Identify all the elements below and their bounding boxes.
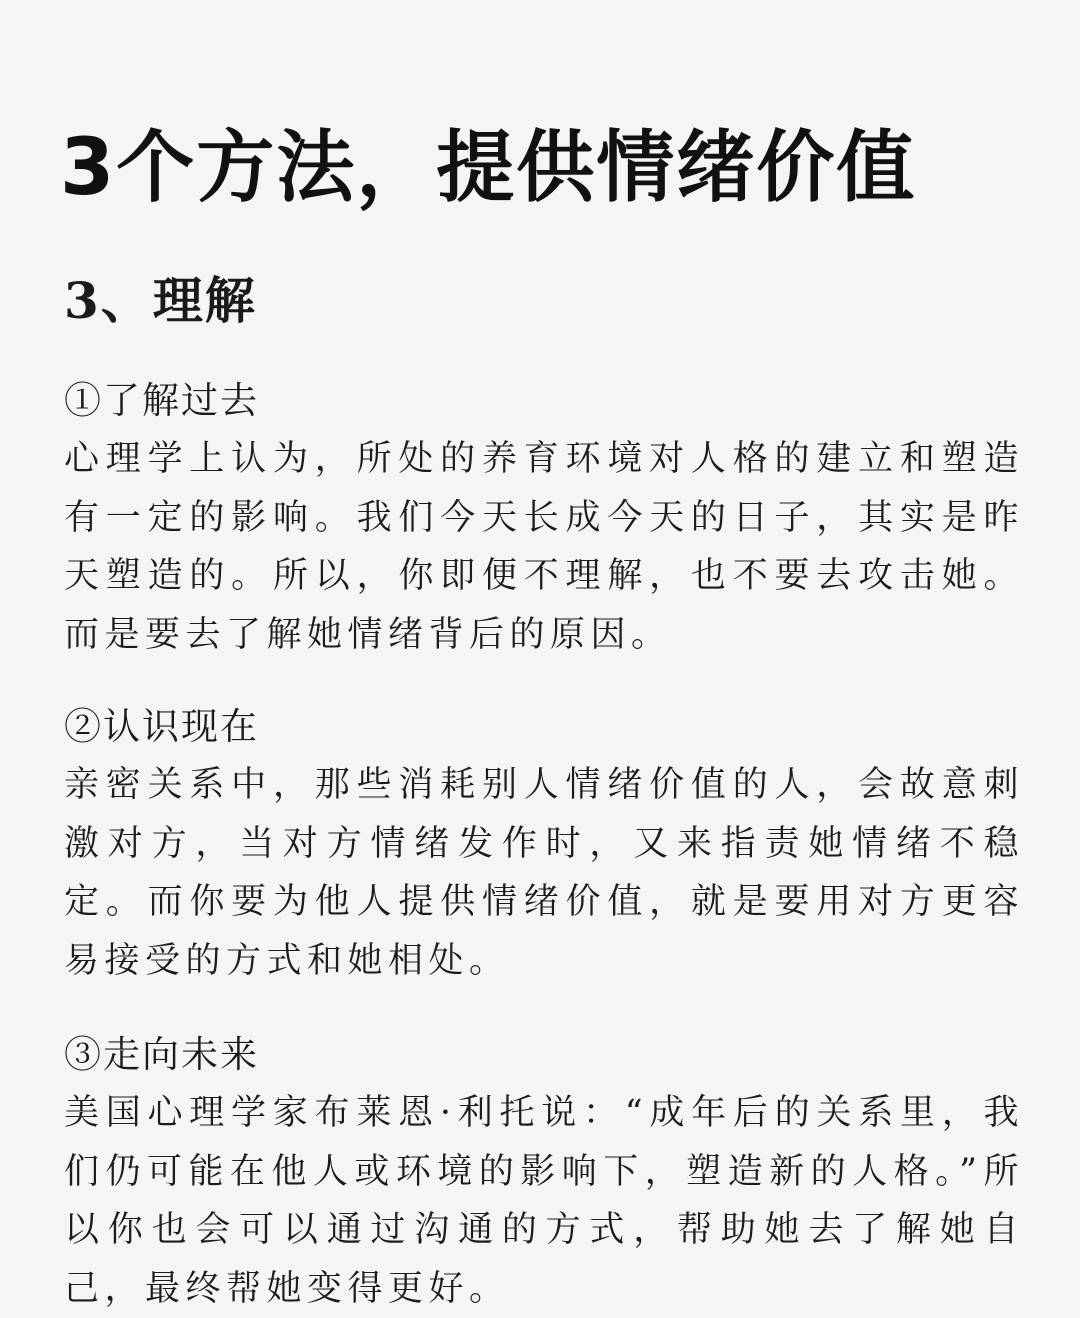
section-heading: 3、理解	[64, 271, 257, 330]
subsection-understand-past	[64, 372, 1024, 664]
subsection-paragraph: 心理学上认为，所处的养育环境对人格的建立和塑造有一定的影响。我们今天长成今天的日子，其实是昨天塑造的。所以，你即便不理解，也不要去攻击她。而是要去了解她情绪背后的原因。	[64, 439, 1024, 655]
subsection-title: ①了解过去	[64, 379, 259, 422]
subsection-paragraph: 美国心理学家布莱恩·利托说：“成年后的关系里，我们仍可能在他人或环境的影响下，塑造新的人格。”所以你也会可以通过沟通的方式，帮助她去了解她自己，最终帮她变得更好。	[64, 1093, 1024, 1309]
subsection-title: ②认识现在	[64, 705, 259, 748]
subsection-know-present	[64, 698, 1024, 990]
page-title: 3个方法，提供情绪价值	[60, 123, 917, 213]
subsection-toward-future	[64, 1026, 1024, 1318]
subsection-paragraph: 亲密关系中，那些消耗别人情绪价值的人，会故意刺激对方，当对方情绪发作时，又来指责她情绪不稳定。而你要为他人提供情绪价值，就是要用对方更容易接受的方式和她相处。	[64, 765, 1024, 981]
subsection-title: ③走向未来	[64, 1033, 259, 1076]
